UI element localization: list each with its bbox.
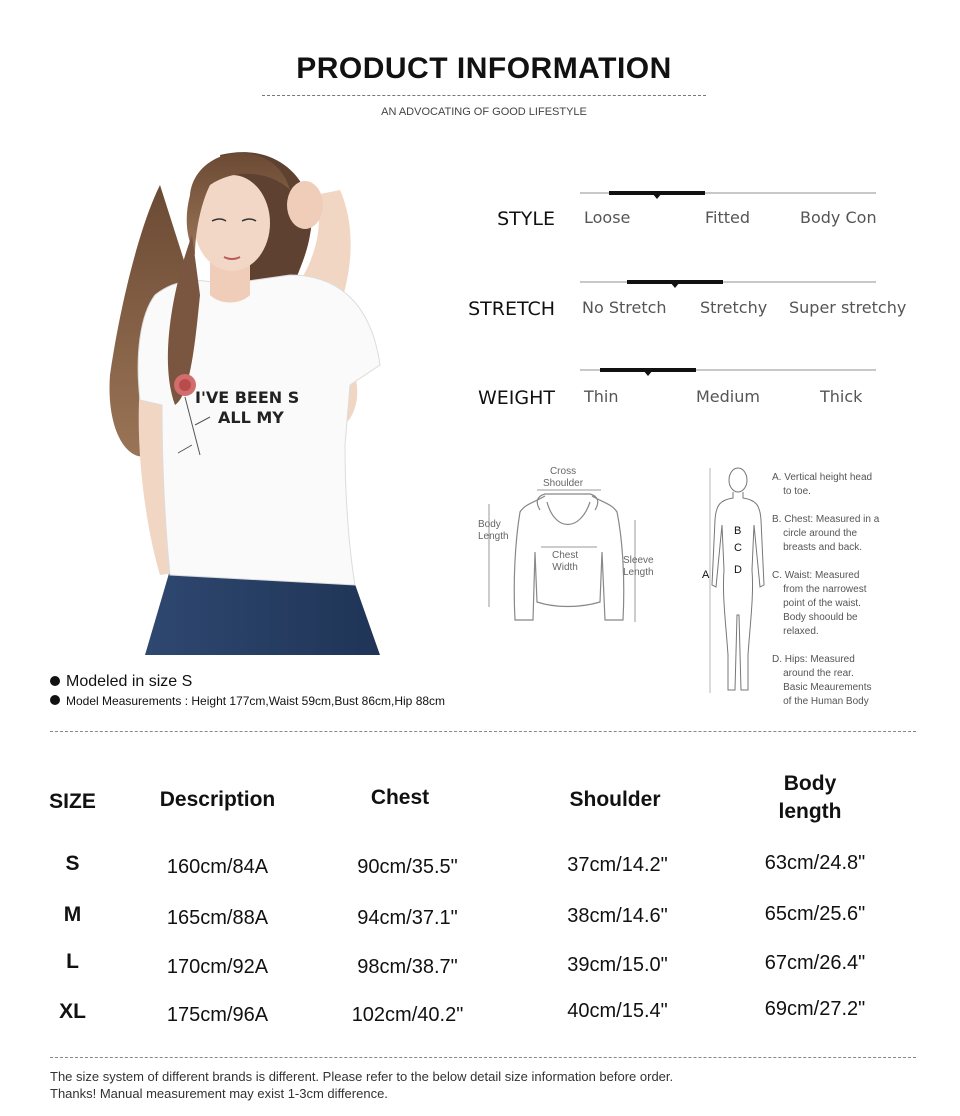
footnote: [50, 1068, 673, 1102]
attribute-option: Stretchy: [700, 298, 768, 317]
human-body-icon: [700, 465, 780, 700]
marker-a: A: [702, 569, 710, 581]
size-cell: S: [65, 852, 80, 875]
table-cell: 102cm/40.2": [351, 1004, 464, 1026]
bullet-icon: [50, 695, 60, 705]
table-cell: 170cm/92A: [166, 956, 269, 978]
label-sleeve-length: Sleeve Length: [623, 555, 654, 578]
header-chest: Chest: [370, 786, 430, 809]
footnote-line1: The size system of different brands is different. Please refer to the below detail size information before order.: [50, 1069, 674, 1084]
label-body-length: Body Length: [478, 519, 509, 542]
body-note-b: B. Chest: Measured in a circle around the breasts and back.: [772, 514, 880, 553]
header-shoulder: Shoulder: [569, 788, 661, 811]
attribute-scale-track: [580, 369, 876, 371]
indicator-arrow-icon: [652, 193, 662, 199]
page-title: PRODUCT INFORMATION: [296, 52, 672, 85]
attribute-scale-track: [580, 281, 876, 283]
attribute-label-weight: WEIGHT: [477, 387, 555, 409]
table-cell: 69cm/27.2": [764, 998, 866, 1020]
title-divider: [262, 95, 706, 96]
table-cell: 160cm/84A: [166, 856, 269, 878]
attribute-option: Super stretchy: [789, 298, 907, 317]
marker-c: C: [734, 542, 742, 554]
footer-divider: [50, 1057, 916, 1058]
table-cell: 90cm/35.5": [357, 856, 458, 878]
attribute-option: Medium: [696, 387, 760, 406]
shirt-print-line2: ALL MY: [218, 408, 284, 427]
attribute-option: No Stretch: [582, 298, 667, 317]
table-cell: 63cm/24.8": [764, 852, 866, 874]
footnote-line2: Thanks! Manual measurement may exist 1-3cm difference.: [50, 1086, 388, 1101]
garment-measurement-diagram: [475, 462, 665, 632]
size-table: [0, 760, 960, 1050]
header-body-length: Body length: [778, 772, 842, 823]
attribute-scale-track: [580, 192, 876, 194]
attribute-option: Fitted: [705, 208, 751, 227]
header-description: Description: [159, 788, 276, 811]
label-chest-width: Chest Width: [552, 550, 579, 573]
modeled-size-line: [50, 673, 192, 691]
header-size: SIZE: [49, 790, 96, 813]
table-cell: 67cm/26.4": [764, 952, 866, 974]
bullet-icon: [50, 676, 60, 686]
attribute-label-stretch: STRETCH: [468, 298, 555, 320]
body-measurement-diagram: [700, 465, 780, 700]
attribute-option: Thick: [820, 387, 863, 406]
table-cell: 38cm/14.6": [567, 905, 668, 927]
size-cell: M: [63, 903, 82, 926]
attribute-option: Loose: [584, 208, 631, 227]
table-cell: 165cm/88A: [166, 907, 269, 929]
label-cross-shoulder: Cross Shoulder: [543, 466, 584, 489]
body-note-c: C. Waist: Measured from the narrowest point of the waist. Body shoould be relaxed.: [772, 570, 867, 637]
attribute-scale-indicator: [627, 280, 723, 284]
model-measurements-line: [50, 694, 445, 708]
indicator-arrow-icon: [670, 282, 680, 288]
model-photo: [100, 145, 385, 655]
table-cell: 37cm/14.2": [567, 854, 668, 876]
table-cell: 40cm/15.4": [567, 1000, 668, 1022]
model-measurements-text: Model Measurements : Height 177cm,Waist 59cm,Bust 86cm,Hip 88cm: [66, 694, 446, 708]
table-cell: 175cm/96A: [166, 1004, 269, 1026]
page-subtitle: AN ADVOCATING OF GOOD LIFESTYLE: [381, 106, 587, 118]
attribute-option: Body Con: [800, 208, 877, 227]
shirt-print-line1: I'VE BEEN S: [195, 388, 300, 407]
attribute-label-style: STYLE: [497, 208, 555, 230]
marker-d: D: [734, 564, 742, 576]
table-cell: 39cm/15.0": [567, 954, 668, 976]
section-divider: [50, 731, 916, 732]
attribute-scale-indicator: [600, 368, 696, 372]
size-cell: XL: [59, 1000, 86, 1023]
body-note-d: D. Hips: Measured around the rear. Basic Meaurements of the Human Body: [772, 654, 872, 707]
marker-b: B: [734, 525, 742, 537]
table-cell: 65cm/25.6": [764, 903, 866, 925]
size-cell: L: [66, 950, 79, 973]
modeled-size-text: Modeled in size S: [66, 673, 193, 690]
indicator-arrow-icon: [643, 370, 653, 376]
body-note-a: A. Vertical height head to toe.: [772, 472, 873, 497]
attribute-scale-indicator: [609, 191, 705, 195]
table-cell: 98cm/38.7": [357, 956, 458, 978]
table-cell: 94cm/37.1": [357, 907, 458, 929]
attribute-option: Thin: [584, 387, 619, 406]
